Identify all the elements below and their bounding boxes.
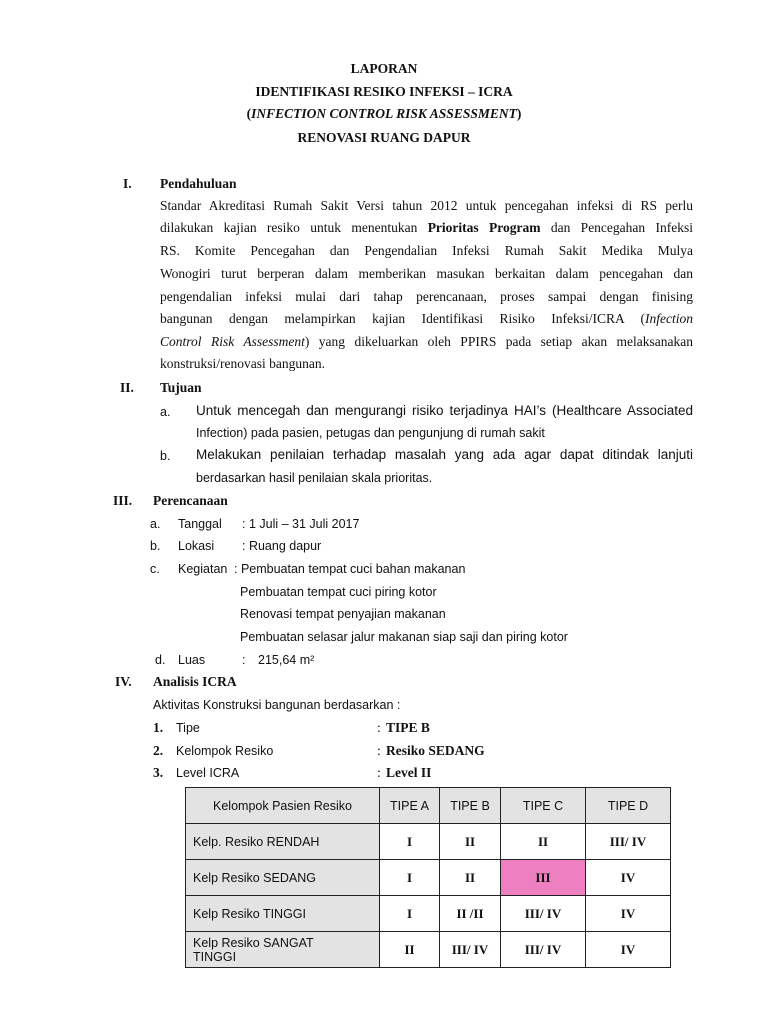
list-letter: b. — [150, 539, 161, 553]
section-3-heading: Perencanaan — [153, 493, 228, 508]
plan-activity-label: Kegiatan — [178, 562, 228, 576]
report-title: LAPORAN — [350, 61, 418, 76]
section-1-line — [160, 334, 693, 350]
text-run: bangunan dengan melampirkan kajian Identifikasi Risiko Infeksi/ICRA ( — [160, 311, 646, 326]
plan-activity-value: : Pembuatan tempat cuci bahan makanan — [234, 562, 466, 576]
goal-b-line: Melakukan penilaian terhadap masalah yang ada agar dapat ditindak lanjuti — [196, 447, 693, 462]
paren-open: ( — [246, 106, 252, 121]
plan-date-label: Tanggal — [178, 517, 222, 531]
analysis-item-value: Resiko SEDANG — [386, 743, 485, 758]
table-cell: III/ IV — [501, 896, 586, 932]
table-cell: II — [440, 824, 501, 860]
analysis-intro: Aktivitas Konstruksi bangunan berdasarkan : — [153, 698, 401, 712]
emphasis-text: Prioritas Program — [427, 220, 541, 235]
plan-activity-value: Pembuatan selasar jalur makanan siap saji dan piring kotor — [240, 630, 568, 644]
italic-text: Control Risk Assessment — [160, 334, 305, 349]
analysis-item-label: Tipe — [176, 721, 200, 735]
goal-a-line: Infection) pada pasien, petugas dan pengunjung di rumah sakit — [196, 426, 545, 440]
report-subtitle-english — [0, 106, 768, 122]
table-cell: III/ IV — [586, 824, 671, 860]
section-4-heading: Analisis ICRA — [153, 674, 237, 689]
plan-area-label: Luas — [178, 653, 206, 667]
row-header-line: TINGGI — [193, 949, 237, 964]
row-header: Kelp Resiko SEDANG — [186, 860, 380, 896]
table-cell: III/ IV — [501, 932, 586, 968]
analysis-item-value: Level II — [386, 765, 432, 780]
table-cell: IV — [586, 932, 671, 968]
table-corner-header: Kelompok Pasien Resiko — [186, 788, 380, 824]
column-header: TIPE B — [440, 788, 501, 824]
section-1-line — [160, 311, 693, 327]
table-cell: IV — [586, 896, 671, 932]
list-letter: a. — [150, 517, 161, 531]
section-1-line: konstruksi/renovasi bangunan. — [160, 356, 325, 371]
table-row — [186, 824, 671, 860]
section-1-line — [160, 220, 693, 236]
plan-area-colon: : — [242, 653, 246, 667]
section-1-line: pengendalian infeksi mulai dari tahap perencanaan, proses sampai dengan finising — [160, 289, 693, 304]
goal-a-line: Untuk mencegah dan mengurangi risiko terjadinya HAI’s (Healthcare Associated — [196, 403, 693, 418]
icra-matrix-table — [185, 787, 671, 968]
plan-activity-value: Pembuatan tempat cuci piring kotor — [240, 585, 437, 599]
analysis-item-number: 1. — [153, 720, 164, 735]
section-1-line: Standar Akreditasi Rumah Sakit Versi tahun 2012 untuk pencegahan infeksi di RS perlu — [160, 198, 693, 213]
row-header — [186, 932, 380, 968]
analysis-item-number: 3. — [153, 765, 164, 780]
column-header: TIPE D — [586, 788, 671, 824]
table-cell: II — [440, 860, 501, 896]
analysis-item-value: TIPE B — [386, 720, 430, 735]
table-cell: II /II — [440, 896, 501, 932]
report-subtitle: IDENTIFIKASI RESIKO INFEKSI – ICRA — [255, 84, 513, 99]
analysis-item-label: Kelompok Resiko — [176, 744, 274, 758]
table-cell: II — [380, 932, 440, 968]
analysis-item-colon: : — [377, 743, 381, 758]
analysis-item-colon: : — [377, 765, 381, 780]
text-run: dan Pencegahan Infeksi — [540, 220, 693, 235]
plan-location-label: Lokasi — [178, 539, 215, 553]
section-1-number: I. — [123, 176, 132, 191]
section-1-heading: Pendahuluan — [160, 176, 237, 191]
table-row — [186, 860, 671, 896]
table-header-row — [186, 788, 671, 824]
text-run: dilakukan kajian resiko untuk menentukan — [160, 220, 428, 235]
row-header-line: Kelp Resiko SANGAT — [193, 935, 314, 950]
column-header: TIPE C — [501, 788, 586, 824]
table-row — [186, 932, 671, 968]
row-header: Kelp. Resiko RENDAH — [186, 824, 380, 860]
section-4-number: IV. — [115, 674, 132, 689]
analysis-item-colon: : — [377, 720, 381, 735]
paren-close: ) — [516, 106, 522, 121]
section-2-number: II. — [120, 380, 134, 395]
row-header: Kelp Resiko TINGGI — [186, 896, 380, 932]
plan-area-value: 215,64 m² — [258, 653, 315, 667]
list-letter: c. — [150, 562, 160, 576]
goal-b-line: berdasarkan hasil penilaian skala prioritas. — [196, 471, 433, 485]
list-letter: d. — [155, 653, 166, 667]
plan-date-value: : 1 Juli – 31 Juli 2017 — [242, 517, 360, 531]
italic-text: Infection — [645, 311, 693, 326]
plan-activity-value: Renovasi tempat penyajian makanan — [240, 607, 446, 621]
text-run: ) yang dikeluarkan oleh PPIRS pada setiap akan melaksanakan — [304, 334, 693, 349]
table-cell: I — [380, 896, 440, 932]
plan-location-value: : Ruang dapur — [242, 539, 322, 553]
table-cell: III/ IV — [440, 932, 501, 968]
highlighted-table-cell: III — [501, 860, 586, 896]
table-cell: IV — [586, 860, 671, 896]
column-header: TIPE A — [380, 788, 440, 824]
list-letter: a. — [160, 405, 171, 419]
table-cell: I — [380, 860, 440, 896]
table-cell: II — [501, 824, 586, 860]
table-cell: I — [380, 824, 440, 860]
analysis-item-label: Level ICRA — [176, 766, 240, 780]
section-2-heading: Tujuan — [160, 380, 202, 395]
report-topic: RENOVASI RUANG DAPUR — [297, 130, 471, 145]
table-row — [186, 896, 671, 932]
english-title: INFECTION CONTROL RISK ASSESSMENT — [251, 106, 517, 121]
section-1-line: Wonogiri turut berperan dalam memberikan masukan berkaitan dalam pencegahan dan — [160, 266, 693, 281]
analysis-item-number: 2. — [153, 743, 164, 758]
list-letter: b. — [160, 449, 171, 463]
section-3-number: III. — [113, 493, 133, 508]
section-1-line: RS. Komite Pencegahan dan Pengendalian Infeksi Rumah Sakit Medika Mulya — [160, 243, 693, 258]
